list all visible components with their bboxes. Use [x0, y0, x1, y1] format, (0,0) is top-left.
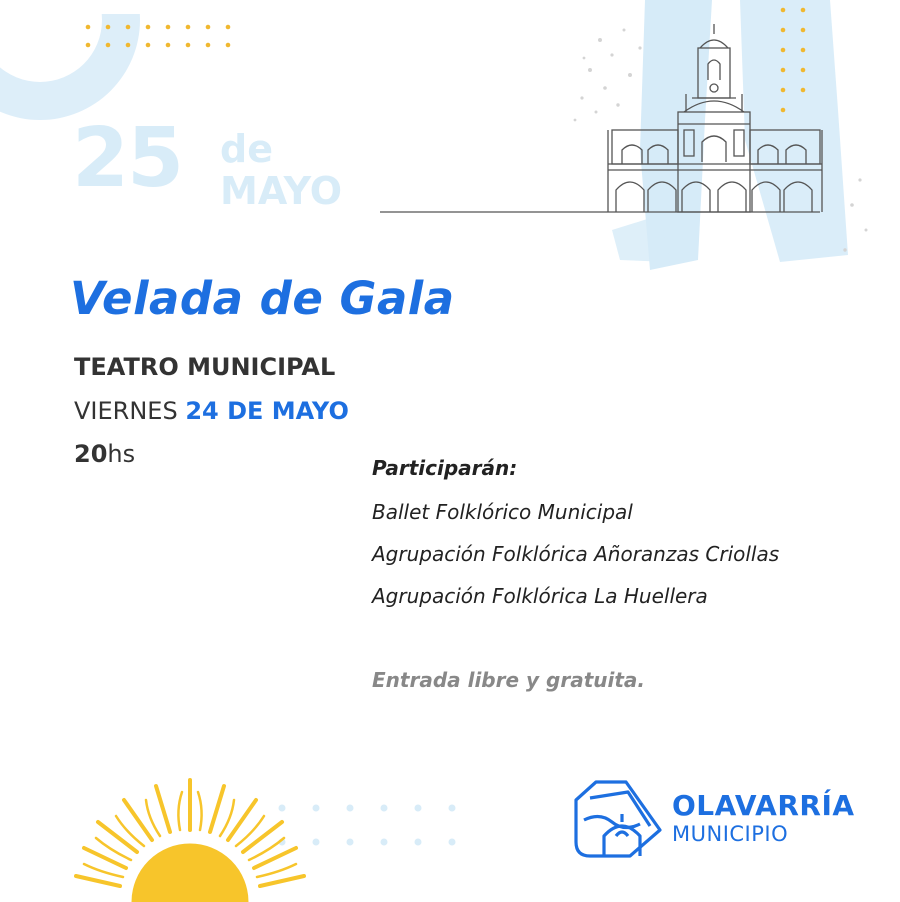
- participant-item: Agrupación Folklórica La Huellera: [372, 584, 708, 608]
- participants-heading: Participarán:: [372, 456, 518, 480]
- event-day-month: 24 DE MAYO: [185, 397, 349, 425]
- event-time: [74, 442, 135, 466]
- cabildo-emblem-icon: [576, 782, 660, 856]
- event-title: Velada de Gala: [70, 272, 455, 325]
- participants-list: [372, 500, 779, 626]
- logo-name: OLAVARRÍA: [672, 789, 855, 822]
- participant-item: Ballet Folklórico Municipal: [372, 500, 633, 524]
- participant-item: Agrupación Folklórica Añoranzas Criollas: [372, 542, 780, 566]
- date-month: MAYO: [220, 169, 343, 213]
- date-number: 25: [72, 111, 183, 206]
- date-preposition: de: [220, 127, 273, 171]
- event-time-unit: hs: [107, 440, 136, 468]
- event-time-number: 20: [74, 440, 108, 468]
- event-date: [74, 399, 349, 423]
- logo-subtitle: MUNICIPIO: [672, 822, 789, 846]
- blue-dots-bottom: [279, 805, 456, 846]
- event-weekday: VIERNES: [74, 397, 178, 425]
- event-venue: TEATRO MUNICIPAL: [74, 353, 336, 381]
- admission-note: Entrada libre y gratuita.: [372, 668, 645, 692]
- sun-icon: [76, 780, 304, 902]
- blue-brush-strokes: [612, 0, 848, 270]
